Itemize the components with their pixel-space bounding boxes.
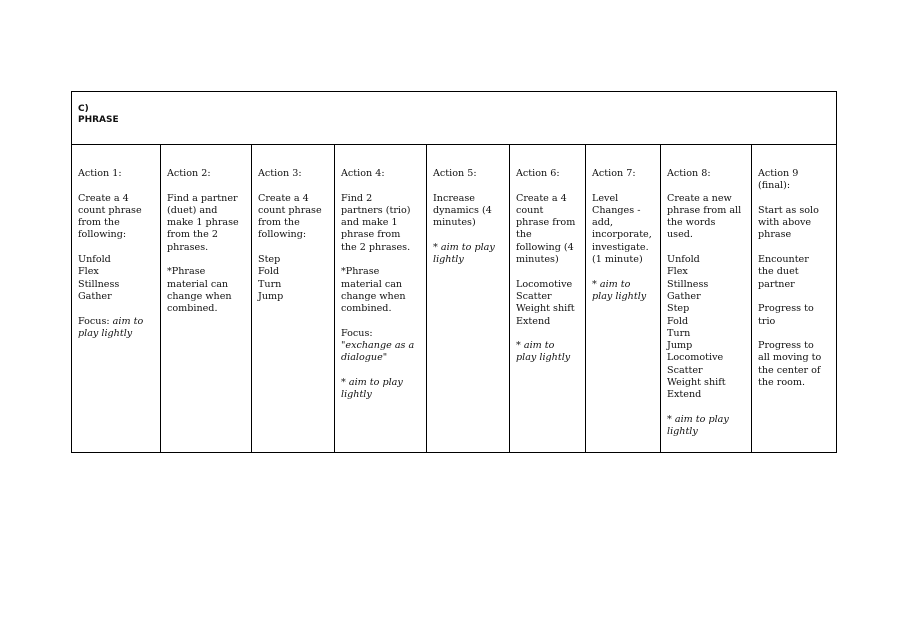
action-line: Progress to: [758, 340, 814, 352]
action-line: (final):: [758, 180, 791, 192]
action-line: partner: [758, 278, 795, 290]
action-line: combined.: [341, 303, 392, 315]
action-line: used.: [667, 229, 693, 241]
section-letter: C): [78, 104, 89, 114]
section-title: PHRASE: [78, 115, 119, 125]
action-line: *Phrase: [167, 266, 206, 278]
action-line: Gather: [78, 290, 112, 302]
action-line: Find 2: [341, 192, 373, 204]
action-line: play lightly: [78, 327, 133, 339]
action-line: the center of: [758, 364, 821, 376]
action-line: Action 2:: [167, 168, 211, 179]
action-line: *Phrase: [341, 266, 380, 278]
line-gap: [258, 242, 329, 254]
action-line: Increase: [433, 192, 475, 204]
action-line: following:: [258, 229, 307, 241]
action-column-8: [661, 145, 752, 453]
action-line: count: [516, 204, 544, 216]
action-line: Create a 4: [516, 192, 567, 204]
line-gap: [258, 180, 329, 192]
action-line: Scatter: [516, 290, 552, 302]
line-gap: [667, 242, 746, 254]
action-line: and make 1: [341, 217, 398, 229]
line-gap: [167, 254, 246, 266]
action-line: investigate.: [592, 241, 649, 253]
action-line: Stillness: [78, 278, 120, 290]
line-gap: [758, 291, 831, 303]
line-gap: [516, 266, 580, 278]
action-line: phrases.: [167, 241, 209, 253]
action-line: the words: [667, 217, 716, 229]
action-line: Changes -: [592, 204, 641, 216]
line-gap: [433, 180, 504, 192]
action-line: Action 4:: [341, 168, 385, 179]
action-line: material can: [341, 278, 403, 290]
action-line: * aim to play: [667, 413, 729, 425]
action-line: from the: [78, 217, 120, 229]
action-line: "exchange as a: [341, 340, 415, 352]
line-gap: [592, 266, 655, 278]
action-line: minutes): [433, 217, 476, 229]
line-gap: [341, 316, 421, 328]
action-line: Jump: [258, 290, 284, 302]
action-line: lightly: [341, 389, 372, 401]
line-gap: [592, 180, 655, 192]
action-line: * aim to: [516, 340, 555, 352]
action-line: Encounter: [758, 254, 809, 266]
action-column-6: [510, 145, 586, 453]
action-line: Create a 4: [258, 192, 309, 204]
action-line: minutes): [516, 254, 559, 266]
line-gap: [758, 193, 831, 205]
action-line: Locomotive: [516, 278, 573, 290]
action-line: Jump: [667, 340, 693, 352]
action-line: Scatter: [667, 364, 703, 376]
action-line: Extend: [516, 315, 551, 327]
line-gap: [341, 254, 421, 266]
action-line: Extend: [667, 389, 702, 401]
action-line: the duet: [758, 266, 799, 278]
line-gap: [78, 180, 155, 192]
action-line: Fold: [258, 266, 280, 278]
action-line: * aim to play: [341, 377, 403, 389]
action-line: play lightly: [516, 352, 571, 364]
action-line: Weight shift: [667, 377, 726, 389]
action-line: Step: [258, 254, 281, 266]
phrase-table: [71, 91, 837, 453]
action-line: from the 2: [167, 229, 218, 241]
action-line: Focus:: [341, 327, 373, 339]
action-line: Gather: [667, 290, 701, 302]
line-gap: [341, 180, 421, 192]
action-line: Create a 4: [78, 192, 129, 204]
action-line: dialogue": [341, 352, 388, 364]
action-line: Step: [667, 303, 690, 315]
action-line: Action 1:: [78, 168, 122, 179]
action-line: all moving to: [758, 352, 822, 364]
action-line: (1 minute): [592, 254, 643, 266]
section-header-cell: [72, 92, 837, 145]
action-column-1: [72, 145, 161, 453]
action-line: the room.: [758, 377, 806, 389]
line-gap: [516, 328, 580, 340]
action-line: Action 7:: [592, 168, 636, 179]
action-line: following (4: [516, 241, 574, 253]
action-column-7: [586, 145, 661, 453]
action-line: phrase: [758, 229, 792, 241]
action-line: with above: [758, 217, 812, 229]
action-line: (duet) and: [167, 204, 218, 216]
action-line: dynamics (4: [433, 204, 492, 216]
action-line: Action 9: [758, 168, 799, 179]
line-gap: [667, 180, 746, 192]
action-line: count phrase: [78, 204, 142, 216]
action-line: the: [516, 229, 532, 241]
action-line: Turn: [667, 327, 691, 339]
action-line: play lightly: [592, 290, 647, 302]
action-line: from the: [258, 217, 300, 229]
line-gap: [758, 242, 831, 254]
action-line: Action 6:: [516, 168, 560, 179]
line-gap: [167, 180, 246, 192]
action-line: Turn: [258, 278, 282, 290]
line-gap: [667, 402, 746, 414]
action-line: * aim to play: [433, 241, 495, 253]
action-line: Flex: [78, 266, 99, 278]
action-line: lightly: [433, 254, 464, 266]
action-line: trio: [758, 315, 776, 327]
action-line: Fold: [667, 315, 689, 327]
action-line: make 1 phrase: [167, 217, 239, 229]
action-line: Level: [592, 192, 619, 204]
action-column-2: [161, 145, 252, 453]
action-column-5: [427, 145, 510, 453]
line-gap: [758, 328, 831, 340]
action-line: change when: [341, 290, 406, 302]
action-line: incorporate,: [592, 229, 652, 241]
action-line: Flex: [667, 266, 688, 278]
action-line: lightly: [667, 426, 698, 438]
action-line: phrase from: [341, 229, 401, 241]
line-gap: [516, 180, 580, 192]
action-line: Stillness: [667, 278, 709, 290]
action-line: Locomotive: [667, 352, 724, 364]
action-line: Unfold: [667, 254, 700, 266]
action-column-3: [252, 145, 335, 453]
action-line: material can: [167, 278, 229, 290]
action-column-4: [335, 145, 427, 453]
action-line: change when: [167, 290, 232, 302]
line-gap: [78, 242, 155, 254]
action-line: add,: [592, 217, 614, 229]
action-line: Find a partner: [167, 192, 238, 204]
action-line: * aim to: [592, 278, 631, 290]
action-line: Progress to: [758, 303, 814, 315]
action-line: Start as solo: [758, 204, 819, 216]
action-line: following:: [78, 229, 127, 241]
action-line: count phrase: [258, 204, 322, 216]
action-column-9: [752, 145, 837, 453]
action-line: phrase from all: [667, 204, 742, 216]
action-line: Create a new: [667, 192, 732, 204]
action-line: Action 3:: [258, 168, 302, 179]
action-line: Action 5:: [433, 168, 477, 179]
line-gap: [433, 229, 504, 241]
action-line: Focus: aim to: [78, 315, 144, 327]
line-gap: [78, 303, 155, 315]
line-gap: [341, 365, 421, 377]
action-line: partners (trio): [341, 204, 411, 216]
action-line: phrase from: [516, 217, 576, 229]
action-line: Weight shift: [516, 303, 575, 315]
action-line: the 2 phrases.: [341, 241, 411, 253]
action-line: combined.: [167, 303, 218, 315]
action-line: Action 8:: [667, 168, 711, 179]
action-line: Unfold: [78, 254, 111, 266]
